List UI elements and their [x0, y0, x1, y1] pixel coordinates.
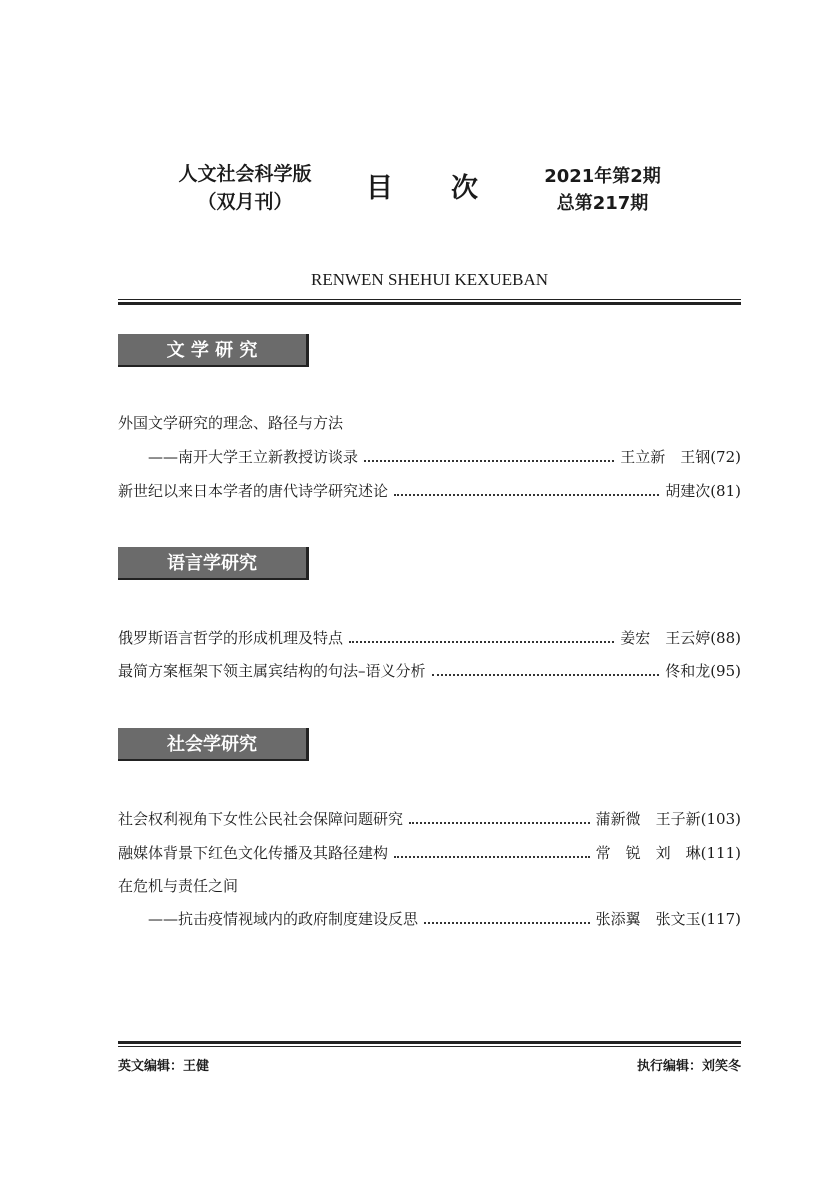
- frequency-label: （双月刊）: [197, 191, 293, 213]
- toc-entry-authors-page: 张添翼 张文玉(117): [595, 910, 741, 928]
- toc-entry[interactable]: [148, 906, 741, 932]
- toc-entry[interactable]: [118, 625, 741, 651]
- dot-leader: [349, 641, 614, 643]
- section-heading-sociology: 社会学研究: [118, 728, 309, 761]
- toc-entry-title: 最简方案框架下领主属宾结构的句法–语义分析: [118, 662, 426, 680]
- issue-label: 2021年第2期: [544, 166, 661, 187]
- title-char-1: 目: [366, 173, 393, 204]
- journal-english-name: RENWEN SHEHUI KEXUEBAN: [310, 270, 549, 289]
- footer-rule: [118, 1041, 741, 1047]
- toc-entry-authors-page: 王立新 王钢(72): [620, 448, 741, 466]
- edition-label: 人文社会科学版: [178, 163, 312, 185]
- toc-entry-authors-page: 佟和龙(95): [665, 662, 741, 680]
- edition-block: [150, 160, 340, 216]
- dot-leader: [424, 922, 590, 924]
- dot-leader: [394, 856, 590, 858]
- toc-entry-title: ——南开大学王立新教授访谈录: [148, 448, 359, 466]
- section-heading-linguistics: 语言学研究: [118, 547, 309, 580]
- section-heading-literature: 文 学 研 究: [118, 334, 309, 367]
- toc-entry-authors-page: 姜宏 王云婷(88): [620, 629, 741, 647]
- toc-entry[interactable]: [118, 658, 741, 684]
- toc-entry-title: 社会权利视角下女性公民社会保障问题研究: [118, 810, 404, 828]
- executive-editor: 执行编辑：刘笑冬: [636, 1059, 741, 1074]
- page-title: [366, 166, 478, 205]
- toc-entry[interactable]: [148, 444, 741, 470]
- issue-block: [530, 163, 675, 217]
- english-editor: 英文编辑：王健: [118, 1059, 210, 1074]
- total-issue-label: 总第217期: [556, 193, 649, 214]
- toc-entry-title[interactable]: 在危机与责任之间: [118, 877, 239, 895]
- header-rule: [118, 299, 741, 305]
- dot-leader: [409, 822, 590, 824]
- title-char-2: 次: [451, 173, 478, 204]
- toc-entry-authors-page: 蒲新微 王子新(103): [595, 810, 741, 828]
- toc-entry-title: ——抗击疫情视域内的政府制度建设反思: [148, 910, 419, 928]
- toc-entry[interactable]: [118, 806, 741, 832]
- dot-leader: [364, 460, 614, 462]
- toc-entry[interactable]: [118, 840, 741, 866]
- dot-leader: [432, 674, 660, 676]
- toc-entry-title: 俄罗斯语言哲学的形成机理及特点: [118, 629, 344, 647]
- toc-entry-title: 融媒体背景下红色文化传播及其路径建构: [118, 844, 389, 862]
- toc-entry-authors-page: 常 锐 刘 琳(111): [595, 844, 741, 862]
- toc-entry-title[interactable]: 外国文学研究的理念、路径与方法: [118, 414, 344, 432]
- toc-entry[interactable]: [118, 478, 741, 504]
- toc-entry-title: 新世纪以来日本学者的唐代诗学研究述论: [118, 482, 389, 500]
- toc-entry-authors-page: 胡建次(81): [665, 482, 741, 500]
- dot-leader: [394, 494, 659, 496]
